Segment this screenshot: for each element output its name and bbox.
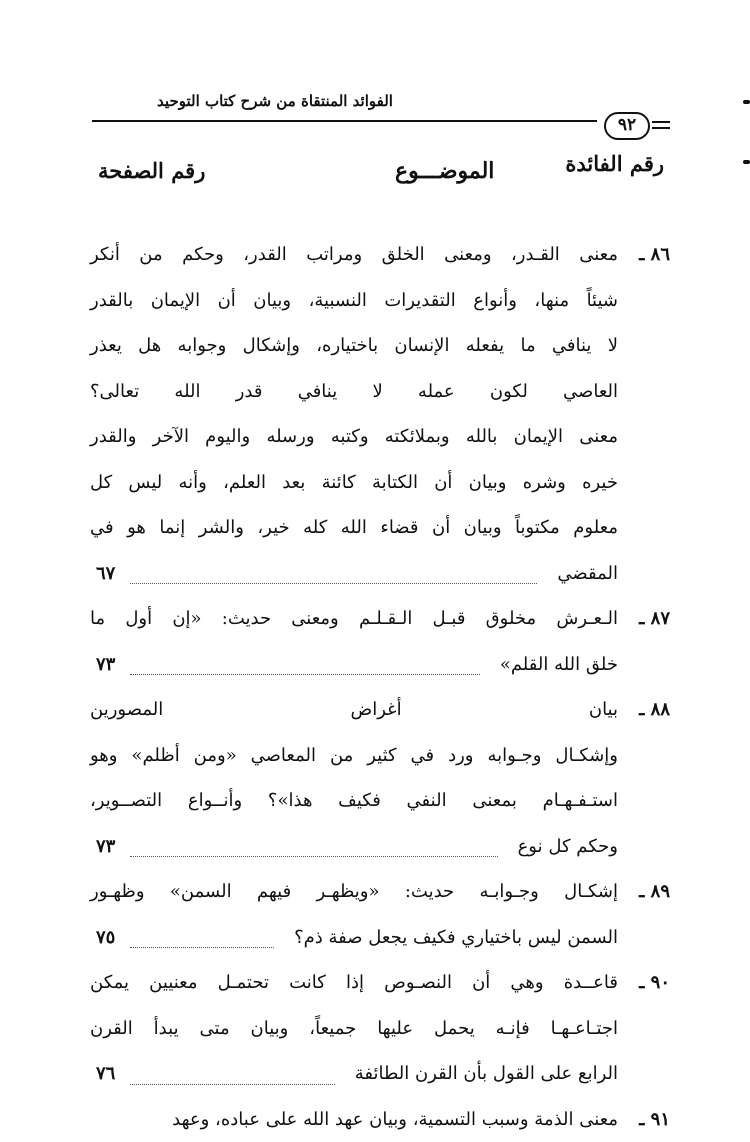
entry-text: إشكـال وجـوابـه حديث: «ويظهـر فيهم السمن» وظهـور xyxy=(90,869,618,915)
leader-dots xyxy=(130,947,274,948)
entry-text: معنى الذمة وسبب التسمية، وبيان عهد الله على عباده، وعهد xyxy=(90,1097,618,1142)
entry-line xyxy=(90,869,670,915)
entry-line xyxy=(90,960,670,1006)
entry-text: معنى الإيمان بالله وبملائكته وكتبه ورسله واليوم الآخر والقدر xyxy=(90,414,618,460)
leader-dots xyxy=(130,856,498,857)
entry-line xyxy=(90,232,670,278)
entry-text: معلوم مكتوباً وبيان أن قضاء الله كله خير، والشر إنما هو في xyxy=(90,505,618,551)
entry-line xyxy=(90,505,670,551)
entry-text: استـفـهـام بمعنى النفي فكيف هذا»؟ وأنــواع التصــوير، xyxy=(90,778,618,824)
entry-page-number: ٧٦ xyxy=(96,1051,130,1097)
entry-text: العاصي لكون عمله لا ينافي قدر الله تعالى؟ xyxy=(90,369,618,415)
entry-line xyxy=(90,915,670,961)
header-ornament xyxy=(652,121,670,123)
entry-page-number: ٧٣ xyxy=(96,824,130,870)
entry-line xyxy=(90,414,670,460)
entry-text: خلق الله القلم» xyxy=(90,642,618,688)
entry-line xyxy=(90,687,670,733)
index-entries xyxy=(90,232,670,1142)
entry-text: اجتـاعـهـا فإنـه يحمل عليها جميعاً، وبيان متى يبدأ القرن xyxy=(90,1006,618,1052)
entry-text: شيئاً منها، وأنواع التقديرات النسبية، وبيان أن الإيمان بالقدر xyxy=(90,278,618,324)
entry-number: ٨٦ ـ xyxy=(620,232,670,278)
entry-text: وإشكـال وجـوابه ورد في كثير من المعاصي «ومن أظلم» وهو xyxy=(90,733,618,779)
entry-number: ٩١ ـ xyxy=(620,1097,670,1142)
entry-line xyxy=(90,1006,670,1052)
entry-page-number: ٦٧ xyxy=(96,551,130,597)
entry-number: ٨٨ ـ xyxy=(620,687,670,733)
running-title: الفوائد المنتقاة من شرح كتاب التوحيد xyxy=(90,92,460,110)
entry-text: وحكم كل نوع xyxy=(90,824,618,870)
leader-dots xyxy=(130,583,537,584)
entry-text: معنى القـدر، ومعنى الخلق ومراتب القدر، وحكم من أنكر xyxy=(90,232,618,278)
entry-text: الرابع على القول بأن القرن الطائفة xyxy=(90,1051,618,1097)
leader-dots xyxy=(130,674,480,675)
entry-line xyxy=(90,778,670,824)
entry-number: ٨٧ ـ xyxy=(620,596,670,642)
entry-line xyxy=(90,596,670,642)
entry-text: المقضي xyxy=(90,551,618,597)
entry-line xyxy=(90,733,670,779)
entry-text: الـعـرش مخلوق قبـل الـقـلـم ومعنى حديث: «إن أول ما xyxy=(90,596,618,642)
entry-line xyxy=(90,460,670,506)
column-heading-topic: الموضـــوع xyxy=(395,158,494,184)
edge-mark xyxy=(743,160,750,164)
entry-line xyxy=(90,1097,670,1142)
entry-line xyxy=(90,1051,670,1097)
entry-text: بيان أغراض المصورين xyxy=(90,687,618,733)
entry-line xyxy=(90,369,670,415)
entry-text: قاعــدة وهي أن النصـوص إذا كانت تحتمـل معنيين يمكن xyxy=(90,960,618,1006)
entry-text: السمن ليس باختياري فكيف يجعل صفة ذم؟ xyxy=(90,915,618,961)
entry-page-number: ٧٥ xyxy=(96,915,130,961)
entry-number: ٨٩ ـ xyxy=(620,869,670,915)
entry-page-number: ٧٣ xyxy=(96,642,130,688)
entry-line xyxy=(90,642,670,688)
page-number: ٩٢ xyxy=(604,112,650,140)
entry-text: لا ينافي ما يفعله الإنسان باختياره، وإشكال وجوابه هل يعذر xyxy=(90,323,618,369)
entry-line xyxy=(90,824,670,870)
entry-line xyxy=(90,551,670,597)
edge-mark xyxy=(743,100,750,104)
header-ornament xyxy=(652,127,670,129)
column-heading-page: رقم الصفحة xyxy=(98,158,205,183)
entry-line xyxy=(90,323,670,369)
column-heading-number: رقم الفائدة xyxy=(594,150,664,178)
leader-dots xyxy=(130,1084,335,1085)
entry-number: ٩٠ ـ xyxy=(620,960,670,1006)
header-rule xyxy=(92,120,597,122)
entry-line xyxy=(90,278,670,324)
entry-text: خيره وشره وبيان أن الكتابة كائنة بعد العلم، وأنه ليس كل xyxy=(90,460,618,506)
